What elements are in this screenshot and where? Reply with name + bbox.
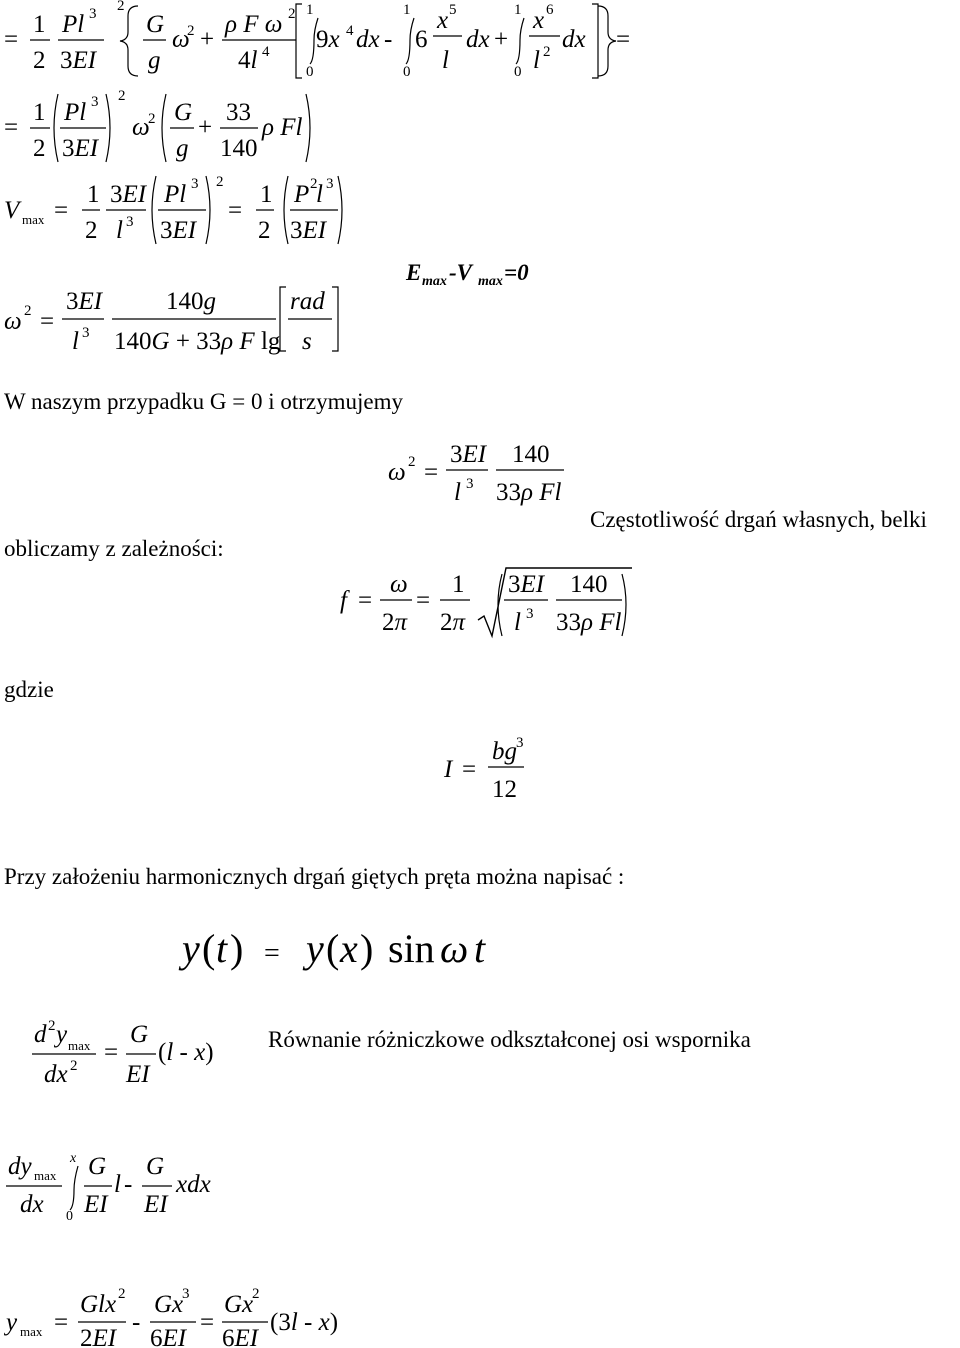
- svg-text:12: 12: [492, 776, 517, 803]
- svg-text:=: =: [200, 1309, 215, 1336]
- svg-text:EI: EI: [126, 1061, 150, 1088]
- svg-text:-: -: [384, 26, 393, 53]
- svg-text:l: l: [72, 328, 79, 355]
- svg-text:l: l: [442, 47, 449, 74]
- svg-text:2: 2: [187, 23, 195, 39]
- svg-text:33ρ Fl: 33ρ Fl: [556, 609, 622, 636]
- svg-text:=: =: [462, 756, 477, 783]
- svg-text:G: G: [88, 1153, 107, 1180]
- svg-text:=: =: [424, 459, 439, 486]
- svg-text:3: 3: [89, 6, 97, 22]
- svg-text:=0: =0: [504, 260, 529, 285]
- svg-text:ω: ω: [390, 571, 408, 598]
- svg-text:3EI: 3EI: [160, 217, 197, 244]
- equation-7: [440, 735, 560, 805]
- svg-text:=: =: [228, 197, 243, 224]
- svg-text:3: 3: [526, 606, 534, 622]
- svg-text:y: y: [182, 926, 200, 971]
- svg-text:ρ F ω: ρ F ω: [225, 11, 283, 38]
- svg-text:xdx: xdx: [176, 1171, 211, 1198]
- equation-11: [0, 1268, 360, 1348]
- equation-8: [178, 920, 538, 980]
- svg-text:2: 2: [118, 1286, 126, 1302]
- svg-text:(: (: [202, 926, 216, 971]
- svg-text:=: =: [54, 1309, 69, 1336]
- svg-text:d: d: [34, 1021, 47, 1048]
- svg-text:max: max: [422, 274, 447, 289]
- equation-6: [334, 560, 644, 650]
- svg-text:2: 2: [148, 111, 156, 127]
- svg-text:ω: ω: [172, 26, 190, 53]
- svg-text:2: 2: [117, 0, 125, 14]
- svg-text:5: 5: [449, 2, 457, 18]
- svg-text:2: 2: [310, 176, 318, 192]
- svg-text:l: l: [114, 1171, 121, 1198]
- svg-text:1: 1: [452, 571, 465, 598]
- svg-text:2: 2: [252, 1286, 260, 1302]
- svg-text:4: 4: [262, 44, 270, 60]
- svg-text:4l: 4l: [238, 47, 258, 74]
- svg-text:-V: -V: [449, 260, 472, 285]
- svg-text:6: 6: [415, 26, 428, 53]
- svg-text:2: 2: [288, 6, 296, 22]
- svg-text:sin: sin: [388, 926, 435, 971]
- svg-text:0: 0: [306, 64, 314, 80]
- svg-text:g: g: [176, 135, 189, 162]
- equation-3: [0, 172, 400, 254]
- svg-text:max: max: [22, 212, 45, 227]
- svg-text:0: 0: [403, 64, 411, 80]
- svg-text:+: +: [494, 26, 509, 53]
- svg-text:f: f: [340, 587, 347, 614]
- svg-text:3EI: 3EI: [450, 441, 487, 468]
- svg-text:1: 1: [33, 11, 46, 38]
- svg-text:140: 140: [220, 135, 258, 162]
- svg-text:9x: 9x: [316, 26, 340, 53]
- svg-text:ω: ω: [388, 459, 406, 486]
- svg-text:ω: ω: [4, 308, 22, 335]
- svg-text:): ): [360, 926, 374, 971]
- svg-text:dx: dx: [44, 1061, 68, 1088]
- svg-text:3: 3: [126, 214, 134, 230]
- svg-text:=: =: [54, 197, 69, 224]
- svg-text:=: =: [616, 26, 631, 53]
- svg-text:2: 2: [24, 303, 32, 319]
- svg-text:2: 2: [543, 44, 551, 60]
- svg-text:2: 2: [408, 454, 416, 470]
- svg-text:G: G: [174, 99, 193, 126]
- svg-text:2EI: 2EI: [80, 1325, 117, 1348]
- svg-text:1: 1: [87, 181, 100, 208]
- svg-text:1: 1: [306, 2, 314, 18]
- svg-text:ω: ω: [132, 114, 150, 141]
- svg-text:4: 4: [346, 23, 354, 39]
- svg-text:t: t: [216, 926, 228, 971]
- svg-text:140G + 33ρ F lg: 140G + 33ρ F lg: [114, 328, 281, 355]
- svg-text:Glx: Glx: [80, 1291, 117, 1318]
- equation-1: [0, 0, 960, 90]
- svg-text:3EI: 3EI: [290, 217, 327, 244]
- svg-text:3: 3: [82, 325, 90, 341]
- svg-text:l: l: [533, 47, 540, 74]
- przy-text: Przy założeniu harmonicznych drgań giętych pręta można napisać :: [4, 864, 625, 889]
- svg-text:1: 1: [514, 2, 522, 18]
- svg-text:-: -: [132, 1309, 141, 1336]
- svg-text:=: =: [264, 938, 280, 969]
- svg-text:Pl: Pl: [64, 99, 87, 126]
- svg-text:dx: dx: [562, 26, 586, 53]
- svg-text:(l - x): (l - x): [158, 1039, 214, 1066]
- svg-text:3EI: 3EI: [62, 135, 99, 162]
- svg-text:2: 2: [216, 174, 224, 190]
- svg-text:3EI: 3EI: [60, 47, 97, 74]
- svg-text:2π: 2π: [382, 609, 408, 636]
- svg-text:6EI: 6EI: [150, 1325, 187, 1348]
- svg-text:x: x: [437, 7, 449, 34]
- svg-text:2: 2: [70, 1058, 78, 1074]
- svg-text:=: =: [40, 308, 55, 335]
- svg-text:140: 140: [512, 441, 550, 468]
- svg-text:E: E: [406, 260, 422, 285]
- svg-text:dy: dy: [8, 1153, 32, 1180]
- svg-text:EI: EI: [84, 1191, 108, 1218]
- svg-text:l: l: [316, 181, 323, 208]
- svg-text:3EI: 3EI: [66, 288, 103, 315]
- svg-text:x: x: [533, 7, 545, 34]
- svg-text:2: 2: [258, 217, 271, 244]
- svg-text:Pl: Pl: [62, 11, 85, 38]
- svg-text:1: 1: [260, 181, 273, 208]
- svg-text:3: 3: [516, 735, 524, 751]
- svg-text:0: 0: [66, 1209, 73, 1224]
- svg-text:2: 2: [33, 47, 46, 74]
- svg-text:2π: 2π: [440, 609, 466, 636]
- svg-text:(: (: [326, 926, 340, 971]
- svg-text:1: 1: [403, 2, 411, 18]
- svg-text:3: 3: [182, 1286, 190, 1302]
- svg-text:2: 2: [85, 217, 98, 244]
- equation-2: [0, 88, 400, 168]
- svg-text:max: max: [20, 1324, 43, 1339]
- svg-text:max: max: [34, 1168, 57, 1183]
- svg-text:dx: dx: [356, 26, 380, 53]
- svg-text:2: 2: [48, 1018, 56, 1034]
- svg-text:33ρ Fl: 33ρ Fl: [496, 479, 562, 506]
- equation-4: [0, 283, 400, 359]
- svg-text:EI: EI: [144, 1191, 168, 1218]
- svg-text:G: G: [146, 1153, 165, 1180]
- svg-text:x: x: [340, 926, 358, 971]
- equation-5: [384, 438, 584, 508]
- svg-text:3: 3: [191, 176, 199, 192]
- svg-text:): ): [230, 926, 244, 971]
- svg-text:V: V: [4, 197, 20, 224]
- svg-text:y: y: [306, 926, 324, 971]
- obliczamy-text: obliczamy z zależności:: [4, 536, 224, 561]
- svg-text:=: =: [4, 114, 19, 141]
- svg-text:dx: dx: [20, 1191, 44, 1218]
- intro-text: W naszym przypadku G = 0 i otrzymujemy: [4, 389, 403, 414]
- svg-text:140g: 140g: [166, 288, 216, 315]
- svg-text:ρ Fl: ρ Fl: [262, 114, 303, 141]
- svg-text:dx: dx: [466, 26, 490, 53]
- svg-text:G: G: [146, 11, 165, 38]
- svg-text:l: l: [454, 479, 461, 506]
- svg-text:=: =: [416, 587, 431, 614]
- svg-text:y: y: [6, 1309, 18, 1336]
- svg-text:P: P: [294, 181, 310, 208]
- svg-text:33: 33: [226, 99, 251, 126]
- svg-text:+: +: [200, 26, 215, 53]
- gdzie-text: gdzie: [4, 677, 54, 702]
- svg-text:3EI: 3EI: [110, 181, 147, 208]
- svg-text:y: y: [56, 1021, 68, 1048]
- svg-text:=: =: [358, 587, 373, 614]
- svg-text:+: +: [198, 114, 213, 141]
- svg-text:2: 2: [118, 88, 126, 104]
- svg-text:ω: ω: [440, 926, 469, 971]
- svg-text:1: 1: [33, 99, 46, 126]
- svg-text:Gx: Gx: [224, 1291, 254, 1318]
- svg-text:3: 3: [91, 94, 99, 110]
- svg-text:-: -: [124, 1171, 133, 1198]
- svg-text:max: max: [68, 1038, 91, 1053]
- svg-text:x: x: [70, 1151, 77, 1166]
- svg-text:6: 6: [546, 2, 554, 18]
- svg-text:rad: rad: [290, 288, 325, 315]
- svg-text:g: g: [148, 47, 161, 74]
- svg-text:bg: bg: [492, 738, 517, 765]
- svg-text:Gx: Gx: [154, 1291, 184, 1318]
- equation-9: [0, 1012, 240, 1092]
- svg-text:=: =: [4, 26, 19, 53]
- svg-text:max: max: [478, 274, 503, 289]
- svg-text:140: 140: [570, 571, 608, 598]
- svg-text:I: I: [444, 756, 453, 783]
- equation-10: [0, 1146, 240, 1226]
- svg-text:=: =: [104, 1039, 119, 1066]
- svg-text:l: l: [116, 217, 123, 244]
- frequency-caption: Częstotliwość drgań własnych, belki: [590, 507, 927, 532]
- svg-text:s: s: [302, 328, 312, 355]
- svg-text:t: t: [474, 926, 486, 971]
- svg-text:2: 2: [33, 135, 46, 162]
- svg-text:(3l - x): (3l - x): [270, 1309, 339, 1336]
- svg-text:3EI: 3EI: [508, 571, 545, 598]
- svg-text:0: 0: [514, 64, 522, 80]
- svg-text:3: 3: [326, 176, 334, 192]
- svg-text:3: 3: [466, 476, 474, 492]
- svg-text:6EI: 6EI: [222, 1325, 259, 1348]
- rownanie-caption: Równanie różniczkowe odkształconej osi wspornika: [268, 1027, 751, 1052]
- svg-text:Pl: Pl: [164, 181, 187, 208]
- svg-text:l: l: [514, 609, 521, 636]
- energy-balance-label: [402, 254, 562, 294]
- svg-text:G: G: [130, 1021, 149, 1048]
